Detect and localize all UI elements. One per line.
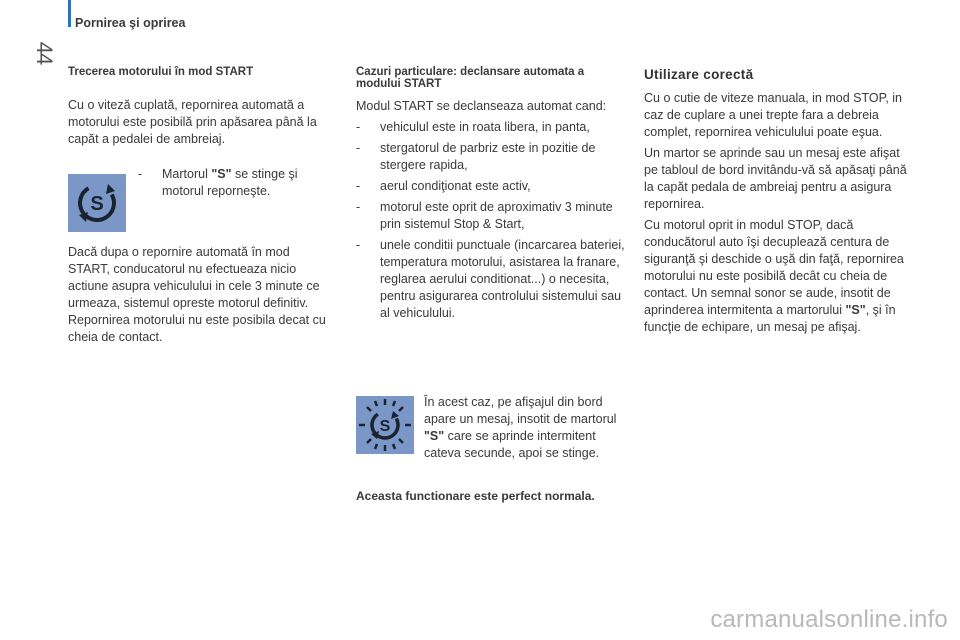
list-item-text: aerul condiţionat este activ, [380, 179, 531, 193]
paragraph-bold: "S" [845, 303, 866, 317]
paragraph: Un martor se aprinde sau un mesaj este afişat pe tabloul de bord invitându-vă să apăsaţi până la capăt pedala de ambreiaj pentru a asigura repornirea. [644, 146, 907, 211]
stop-start-s-icon [68, 174, 126, 232]
svg-text:S: S [90, 193, 104, 215]
section-heading: Cazuri particulare: declansare automata a modului START [356, 66, 585, 90]
page-header-title: Pornirea şi oprirea [75, 16, 186, 30]
section-title: Utilizare corectă [644, 67, 754, 82]
list-item-text: motorul este oprit de aproximativ 3 minute prin sistemul Stop & Start, [380, 200, 613, 231]
list-item: - vehiculul este in roata libera, in panta, [356, 119, 632, 136]
list-item: - stergatorul de parbriz este in pozitie de stergere rapida, [356, 140, 632, 174]
watermark: carmanualsonline.info [710, 606, 948, 633]
paragraph [644, 217, 910, 336]
icon-note-pre: Martorul [162, 167, 212, 181]
page-number: 44 [32, 41, 58, 65]
paragraph: Cu o cutie de viteze manuala, in mod STOP, in caz de cuplare a unei trepte fara a debreia complet, repornirea vehiculului poate eşua. [644, 91, 903, 139]
intro-paragraph: Cu o viteză cuplată, repornirea automată a motorului este posibilă prin apăsarea până la capăt a pedalei de ambreiaj. [68, 98, 317, 146]
note-bold: "S" [424, 429, 445, 443]
closing-note [356, 488, 646, 505]
list-item: - aerul condiţionat este activ, [356, 178, 632, 195]
icon-note-bold: "S" [211, 167, 232, 181]
list-item: - motorul este oprit de aproximativ 3 minute prin sistemul Stop & Start, [356, 199, 632, 233]
blinking-note [424, 394, 628, 462]
note-pre: În acest caz, pe afişajul din bord apare un mesaj, insotit de martorul [424, 395, 617, 426]
paragraph-pre: Cu motorul oprit in modul STOP, dacă conducătorul auto îşi decuplează centura de siguranţă şi deschide o uşă din faţă, repornirea motorului nu este posibilă decât cu cheia de contact. Un semnal sonor se aude, insotit de aprinderea intermitenta a martorului [644, 218, 904, 317]
icon-note-text [162, 166, 322, 200]
column-special-cases [356, 66, 632, 322]
blinking-note-text [424, 394, 628, 462]
list-item: - unele conditii punctuale (incarcarea bateriei, temperatura motorului, asistarea la franare, reglarea aerului conditionat...) o necesita, pentru asigurarea controlului sistemului sau al vehiculului. [356, 237, 632, 322]
closing-text: Aceasta functionare este perfect normala. [356, 489, 595, 503]
intro-paragraph: Modul START se declanseaza automat cand: [356, 99, 607, 113]
section-heading: Trecerea motorului în mod START [68, 66, 254, 78]
header-accent-bar [68, 0, 71, 27]
list-item-text: vehiculul este in roata libera, in panta, [380, 120, 590, 134]
dash: - [138, 167, 143, 181]
stop-start-s-blinking-icon [356, 396, 414, 454]
list-item-text: unele conditii punctuale (incarcarea bateriei, temperatura motorului, asistarea la franare, reglarea aerului conditionat...) o necesita, pentru asigurarea controlului sistemului sau al vehiculului. [380, 238, 625, 320]
icon-note-post: se stinge şi motorul reporneşte. [162, 167, 298, 198]
column-correct-use [644, 66, 910, 336]
icon-note [138, 166, 330, 200]
paragraph-post: , şi în funcţie de echipare, un mesaj pe afişaj. [644, 303, 896, 334]
note-post: care se aprinde intermitent cateva secunde, apoi se stinge. [424, 429, 600, 460]
list-item-text: stergatorul de parbriz este in pozitie de stergere rapida, [380, 141, 596, 172]
svg-text:S: S [379, 418, 391, 435]
body-paragraph: Dacă dupa o repornire automată în mod START, conducatorul nu efectueaza nicio actiune asupra vehiculului in cele 3 minute ce urmeaza, sistemul opreste motorul definitiv. Repornirea motorului nu este posibila decat cu cheia de contact. [68, 245, 326, 344]
